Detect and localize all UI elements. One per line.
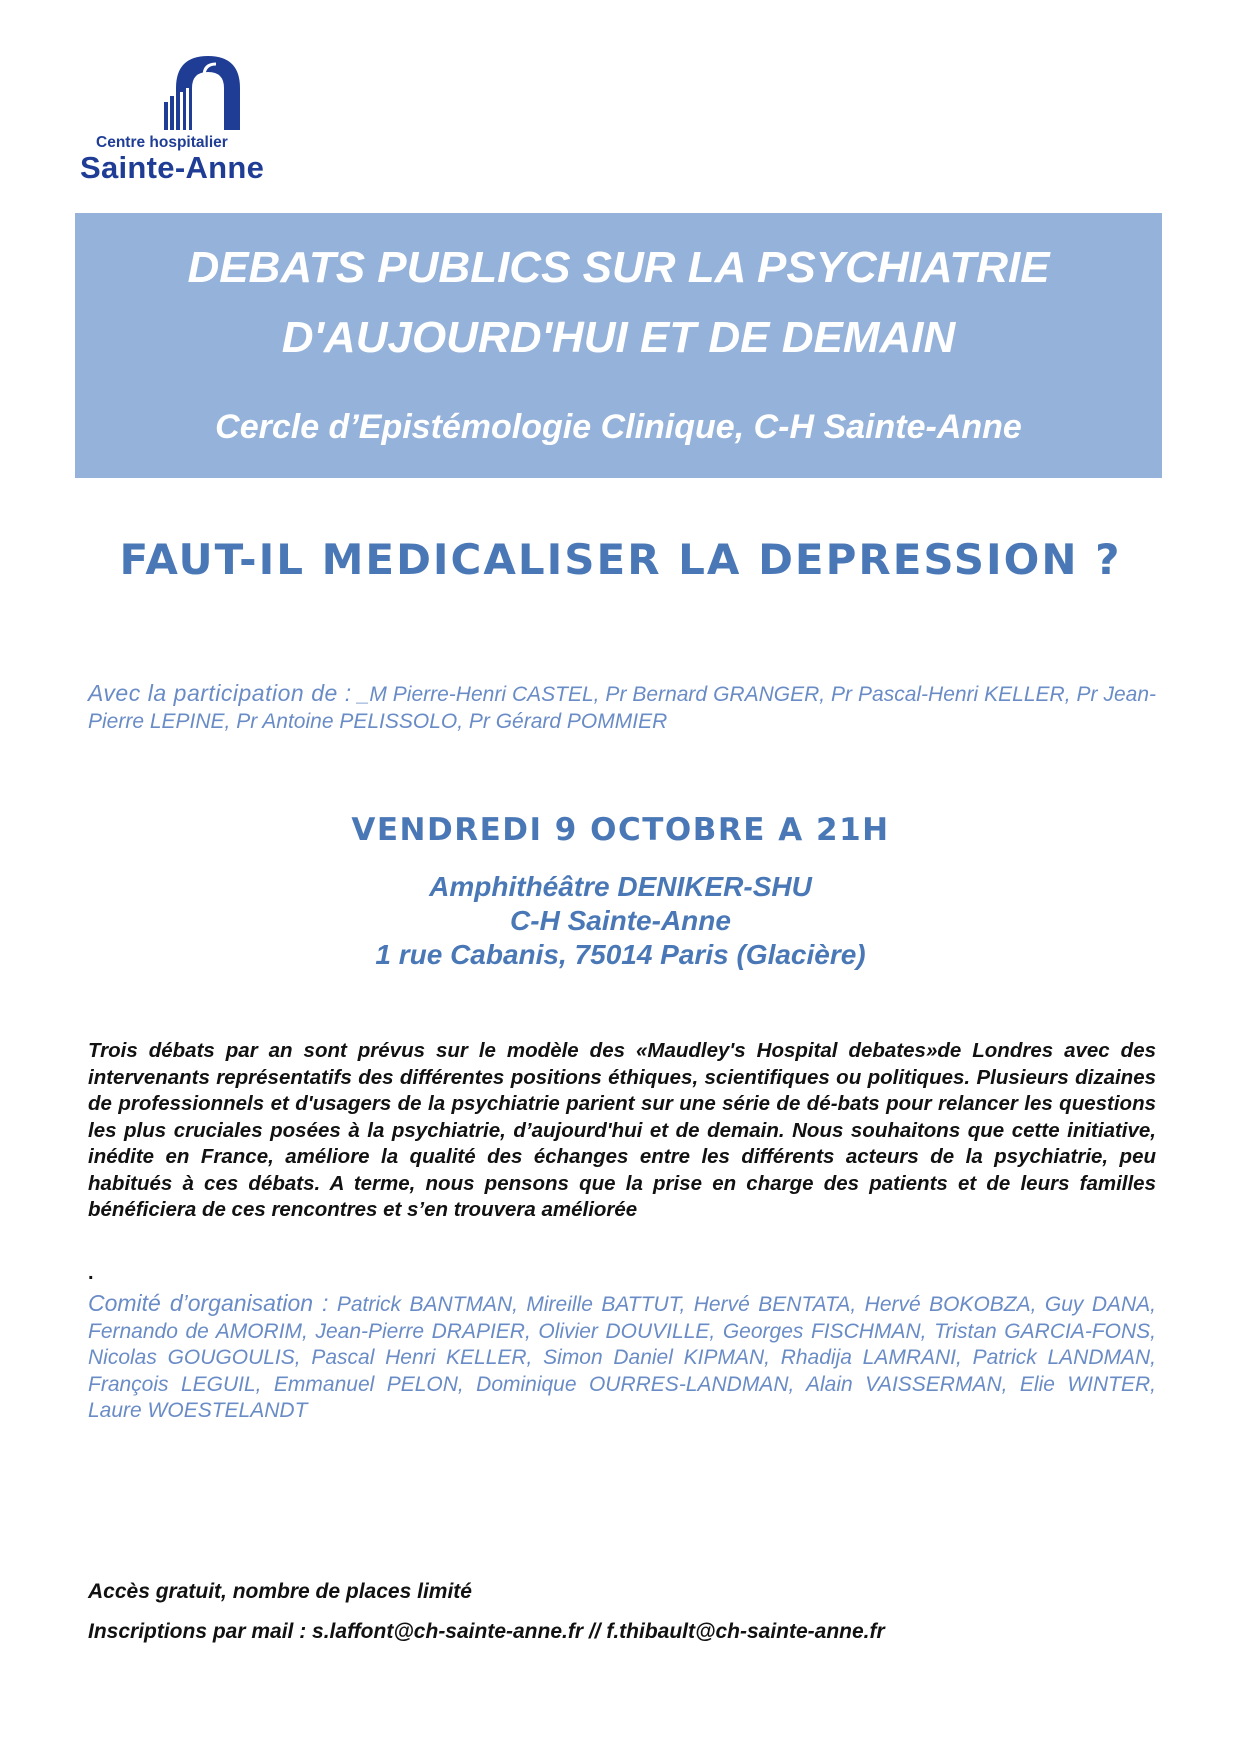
- committee-lead: Comité d’organisation :: [88, 1290, 329, 1316]
- venue-block: [0, 870, 1241, 972]
- participants-names: _M Pierre-Henri CASTEL, Pr Bernard GRANGER, Pr Pascal-Henri KELLER, Pr Jean-Pierre LEPINE, Pr Antoine PELISSOLO, Pr Gérard POMMIER: [88, 683, 1157, 733]
- debate-question: FAUT-IL MEDICALISER LA DEPRESSION ?: [119, 535, 1122, 584]
- venue-room: Amphithéâtre DENIKER-SHU: [429, 871, 812, 902]
- venue-site: C-H Sainte-Anne: [510, 905, 731, 936]
- title-banner: [75, 213, 1162, 478]
- venue-address: 1 rue Cabanis, 75014 Paris (Glacière): [375, 939, 866, 970]
- logo-title: Sainte-Anne: [80, 150, 265, 185]
- hospital-logo: [80, 52, 310, 187]
- committee-names: Patrick BANTMAN, Mireille BATTUT, Hervé BENTATA, Hervé BOKOBZA, Guy DANA, Fernando de AMORIM, Jean-Pierre DRAPIER, Olivier DOUVILLE, Georges FISCHMAN, Tristan GARCIA-FONS, Nicolas GOUGOULIS, Pascal Henri KELLER, Simon Daniel KIPMAN, Rhadija LAMRANI, Patrick LANDMAN, François LEGUIL, Emmanuel PELON, Dominique OURRES-LANDMAN, Alain VAISSERMAN, Elie WINTER, Laure WOESTELANDT: [88, 1293, 1156, 1422]
- participants-paragraph: [88, 680, 1156, 735]
- logo-subtitle: Centre hospitalier: [96, 134, 228, 151]
- registration-info: Inscriptions par mail : s.laffont@ch-sainte-anne.fr // f.thibault@ch-sainte-anne.fr: [88, 1620, 885, 1643]
- banner-title-line-2: D'AUJOURD'HUI ET DE DEMAIN: [281, 313, 956, 362]
- hospital-emblem-icon: [164, 52, 244, 132]
- committee-paragraph: [88, 1290, 1156, 1425]
- participants-lead: Avec la participation de :: [88, 680, 352, 706]
- description-paragraph: Trois débats par an sont prévus sur le modèle des «Maudley's Hospital debates»de Londres avec des intervenants représentatifs des différentes positions éthiques, scientifiques ou politiques. Plusieurs dizaines de professionnels et d'usagers de la psychiatrie parient sur une série de dé-bats pour relancer les questions les plus cruciales posées à la psychiatrie, d’aujourd'hui et de demain. Nous souhaitons que cette initiative, inédite en France, améliore la qualité des échanges entre les différents acteurs de la psychiatrie, peu habitués à ces débats. A terme, nous pensons que la prise en charge des patients et de leurs familles bénéficiera de ces rencontres et s’en trouvera améliorée: [88, 1039, 1156, 1221]
- banner-title-line-1: DEBATS PUBLICS SUR LA PSYCHIATRIE: [187, 243, 1050, 292]
- event-date: VENDREDI 9 OCTOBRE A 21H: [351, 812, 890, 848]
- separator-dot: .: [88, 1262, 94, 1284]
- banner-subtitle: Cercle d’Epistémologie Clinique, C-H Sainte-Anne: [215, 408, 1022, 446]
- access-info: Accès gratuit, nombre de places limité: [88, 1580, 472, 1603]
